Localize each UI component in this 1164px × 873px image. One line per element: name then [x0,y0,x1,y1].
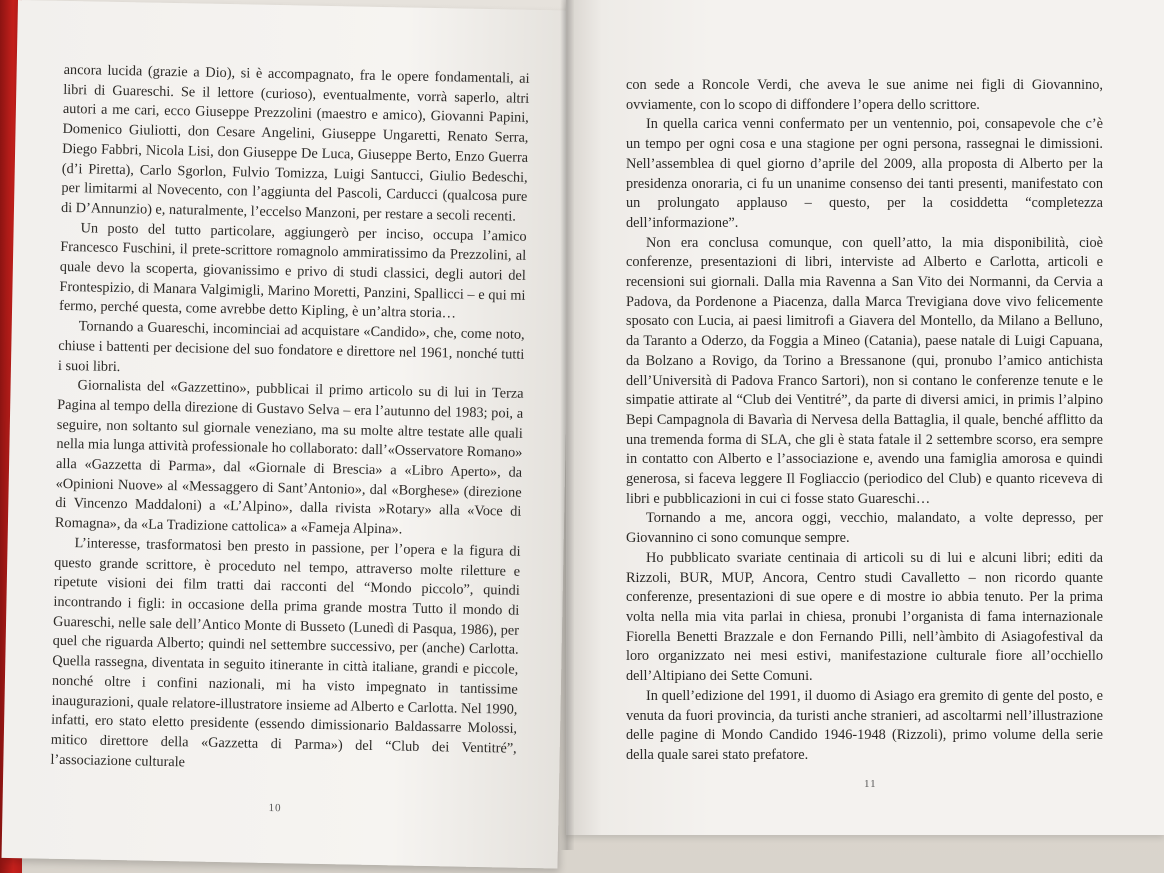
right-paragraph: con sede a Roncole Verdi, che aveva le sue anime nei figli di Giovannino, ovviamente, con lo scopo di diffondere l’opera dello scrittore. [626,77,1103,113]
right-paragraph: In quell’edizione del 1991, il duomo di Asiago era gremito di gente del posto, e venuta da fuori provincia, da turisti anche stranieri, ad ascoltarmi nell’illustrazione delle pagine di Mondo Candido 1946-1948 (Rizzoli), primo volume della serie della quale sarei stato prefatore. [626,687,1103,763]
left-page-text [50,61,530,779]
page-number: 10 [268,801,282,815]
left-paragraph: Giornalista del «Gazzettino», pubblicai il primo articolo su di lui in Terza Pagina al tempo della direzione di Gustavo Selva – era l’autunno del 1983; poi, a seguire, non soltanto sul giornale veneziano, ma su molte altre testate alle quali nella mia lunga attività professionale ho collaborato: dall’«Osservatore Romano» alla «Gazzetta di Parma», dal «Giornale di Brescia» a «Libro Aperto», da «Opinioni Nuove» al «Messaggero di Sant’Antonio», dal «Borghese» (direzione di Vincenzo Maddaloni) a «L’Alpino», dalla rivista »Rotary» alla «Voce di Romagna», da «La Tradizione cattolica» a «Fameja Alpina». [54,377,524,538]
left-paragraph: Un posto del tutto particolare, aggiungerò per inciso, occupa l’amico Francesco Fuschini, il prete-scrittore romagnolo ammiratissimo da Prezzolini, al quale devo la scoperta, giovanissimo e privo di studi classici, degli autori del Frontespizio, di Manara Valgimigli, Marino Moretti, Panzini, Spallicci – e qui mi fermo, perché questa, come avrebbe detto Kipling, è un’altra storia… [58,219,527,322]
right-paragraph: In quella carica venni confermato per un ventennio, poi, consapevole che c’è un tempo per ogni cosa e una stagione per ogni persona, rassegnai le dimissioni. Nell’assemblea di quel giorno d’aprile del 2009, alla proposta di Alberto per la presidenza onoraria, ci fu un unanime consenso dei tanti presenti, manifestato con un prolungato applauso – questo, per la cosiddetta “completezza dell’informazione”. [626,116,1103,231]
right-paragraph: Tornando a me, ancora oggi, vecchio, malandato, a volte depresso, per Giovannino ci sono comunque sempre. [626,510,1103,547]
page-number: 11 [864,778,877,790]
right-paragraph: Ho pubblicato svariate centinaia di articoli su di lui e alcuni libri; editi da Rizzoli, BUR, MUP, Ancora, Centro studi Cavalletto – non ricordo quante conferenze, presentazioni di sue opere e di mostre io abbia tenuto. Per la prima volta nella mia vita parlai in chiesa, pronubi l’organista di fama internazionale Fiorella Benetti Brazzale e don Fernando Pilli, nell’àmbito di Asiagofestival da loro organizzato nei mesi estivi, manifestazione culturale fiore all’occhiello dell’Altipiano dei Sette Comuni. [626,549,1103,685]
left-paragraph: ancora lucida (grazie a Dio), si è accompagnato, fra le opere fondamentali, ai libri di Guareschi. Se il lettore (curioso), eventualmente, vorrà saperlo, altri autori a me cari, ecco Giuseppe Prezzolini (maestro e amico), Giovanni Papini, Domenico Giuliotti, don Cesare Angelini, Giuseppe Ungaretti, Renato Serra, Diego Fabbri, Nicola Lisi, don Giuseppe De Luca, Giuseppe Berto, Enzo Guerra (d’i Piretta), Carlo Sgorlon, Fulvio Tomizza, Luigi Santucci, Giulio Bedeschi, per limitarmi al Novecento, con l’aggiunta del Pascoli, Carducci (qualcosa pure di D’Annunzio) e, naturalmente, l’eccelso Manzoni, per restare a secoli recenti. [60,61,530,225]
left-paragraph: Tornando a Guareschi, incominciai ad acquistare «Candido», che, come noto, chiuse i battenti per decisione del suo fondatore e direttore nel 1961, nonché tutti i suoi libri. [57,318,525,375]
right-paragraph: Non era conclusa comunque, con quell’atto, la mia disponibilità, cioè conferenze, presentazioni di libri, interviste ad Alberto e Carlotta, articoli e recensioni sui giornali. Dalla mia Ravenna a San Vito dei Normanni, da Cervia a Padova, da Pordenone a Piacenza, dalla Marca Trevigiana dove vivo felicemente sposato con Lucia, ai paesi limitrofi a Giavera del Montello, da Milano a Belluno, da Taranto a Oderzo, da Foggia a Mineo (Catania), paese natale di Luigi Capuana, da Bolzano a Rovigo, da Torino a Bressanone (qui, pronubo l’amico antichista dell’Università di Padova Franco Sartori), non si contano le conferenze tenute e le simpatie attirate al “Club dei Ventitré”, da parte di diversi amici, in primis l’alpino Bepi Campagnola di Bavarìa di Nervesa della Battaglia, il quale, benché afflitto da una tremenda forma di SLA, che gli è stata fatale il 2 settembre scorso, era sempre in contatto con Alberto e l’associazione e, avendo una famiglia amorosa e quindi generosa, si faceva leggere Il Fogliaccio (periodico del Club) e quanto riceveva di libri e pubblicazioni in cui ci fosse stato Guareschi… [626,234,1103,507]
right-page-text [626,76,1103,766]
book-gutter [560,0,574,850]
left-page [2,0,574,869]
right-page [566,0,1164,835]
left-paragraph: L’interesse, trasformatosi ben presto in passione, per l’opera e la figura di questo grande scrittore, è proceduto nel tempo, attraverso molte riletture e ripetute visioni dei film tratti dai racconti del “Mondo piccolo”, quindi incontrando i figli: in occasione della prima grande mostra Tutto il mondo di Guareschi, nelle sale dell’Antico Monte di Busseto (Lunedì di Pasqua, 1986), per quel che riguarda Alberto; quindi nel settembre successivo, per (anche) Carlotta. Quella rassegna, diventata in seguito itinerante in città italiane, grandi e piccole, nonché oltre i confini nazionali, mi ha visto impegnato in tantissime inaugurazioni, quale relatore-illustratore insieme ad Alberto e Carlotta. Nel 1990, infatti, ero stato eletto presidente (essendo dimissionario Baldassarre Molossi, mitico direttore della «Gazzetta di Parma») del “Club dei Ventitré”, l’associazione culturale [50,535,521,770]
